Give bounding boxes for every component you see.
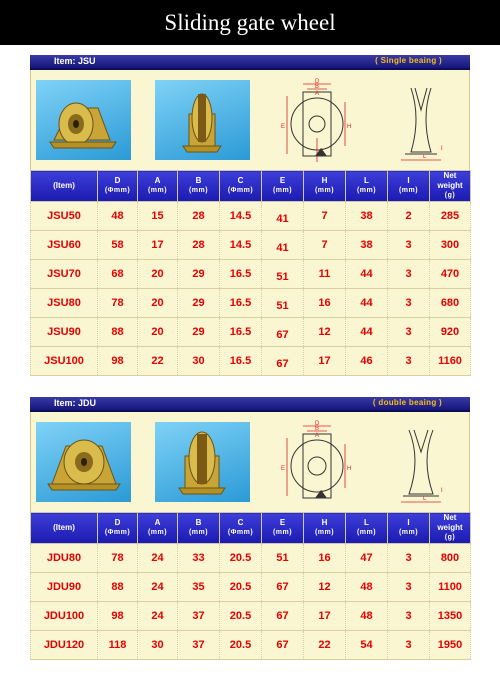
spec-value-cell: 24 xyxy=(138,602,178,631)
spec-value-cell: 1100 xyxy=(430,573,471,602)
jsu-item-bar xyxy=(30,55,470,70)
spec-value-cell: 44 xyxy=(346,318,388,347)
column-header xyxy=(138,513,178,544)
spec-value-cell: 24 xyxy=(138,573,178,602)
column-unit: (mm) xyxy=(272,529,293,536)
spec-value-cell: 78 xyxy=(98,544,138,573)
column-header xyxy=(304,171,346,202)
column-header xyxy=(98,513,138,544)
spec-value-cell: 1350 xyxy=(430,602,471,631)
table-row xyxy=(31,347,471,376)
spec-value-cell: 46 xyxy=(346,347,388,376)
svg-text:L: L xyxy=(423,496,427,502)
column-header xyxy=(178,171,220,202)
column-header xyxy=(138,171,178,202)
column-unit: (mm) xyxy=(356,187,377,194)
item-code-cell: JSU60 xyxy=(31,231,98,260)
svg-text:B: B xyxy=(315,426,320,432)
spec-value-cell: 88 xyxy=(98,318,138,347)
spec-value-cell: 800 xyxy=(430,544,471,573)
spec-value-cell: 1950 xyxy=(430,631,471,660)
wheel-drawing-front xyxy=(381,78,461,164)
svg-text:E: E xyxy=(281,466,286,472)
table-row xyxy=(31,602,471,631)
item-code-cell: JDU90 xyxy=(31,573,98,602)
spec-value-cell: 1160 xyxy=(430,347,471,376)
item-code-cell: JDU100 xyxy=(31,602,98,631)
item-label: Item: JSU xyxy=(54,56,96,66)
column-header xyxy=(220,513,262,544)
column-key: E xyxy=(279,518,286,527)
column-header xyxy=(388,513,430,544)
svg-text:D: D xyxy=(315,79,320,85)
svg-text:H: H xyxy=(347,466,352,472)
spec-value-cell: 54 xyxy=(346,631,388,660)
svg-text:L: L xyxy=(423,154,427,160)
spec-value-cell: 3 xyxy=(388,289,430,318)
spec-value-cell: 17 xyxy=(304,347,346,376)
spec-value-cell: 7 xyxy=(304,231,346,260)
column-key: L xyxy=(364,518,369,527)
table-row xyxy=(31,202,471,231)
spec-value-cell: 20 xyxy=(138,260,178,289)
column-key: H xyxy=(321,176,328,185)
item-code-cell: JSU50 xyxy=(31,202,98,231)
spec-value-cell: 14.5 xyxy=(220,231,262,260)
spec-value-cell: 3 xyxy=(388,602,430,631)
spec-value-cell: 67 xyxy=(262,573,304,602)
column-key: E xyxy=(279,176,286,185)
spec-value-cell: 2 xyxy=(388,202,430,231)
column-key: Net weight xyxy=(437,513,463,532)
svg-text:A: A xyxy=(315,91,320,97)
spec-value-cell: 17 xyxy=(304,602,346,631)
jsu-section xyxy=(30,55,470,376)
item-code-cell: JSU90 xyxy=(31,318,98,347)
spec-value-cell: 285 xyxy=(430,202,471,231)
column-key: D xyxy=(114,518,121,527)
column-key: Net weight xyxy=(437,171,463,190)
spec-value-cell: 22 xyxy=(138,347,178,376)
item-label: Item: JDU xyxy=(54,398,97,408)
spec-value-cell: 920 xyxy=(430,318,471,347)
spec-value-cell: 118 xyxy=(98,631,138,660)
wheel-photo-side xyxy=(36,80,131,160)
column-key: A xyxy=(154,518,161,527)
table-header-row xyxy=(31,513,471,544)
item-code-cell: JDU80 xyxy=(31,544,98,573)
spec-value-cell: 12 xyxy=(304,573,346,602)
column-header xyxy=(98,171,138,202)
column-unit: (mm) xyxy=(314,529,335,536)
item-code-cell: JSU80 xyxy=(31,289,98,318)
spec-value-cell: 3 xyxy=(388,318,430,347)
spec-value-cell: 16.5 xyxy=(220,289,262,318)
column-unit: (mm) xyxy=(398,529,419,536)
spec-value-cell: 41 xyxy=(262,231,304,260)
spec-value-cell: 29 xyxy=(178,318,220,347)
spec-value-cell: 33 xyxy=(178,544,220,573)
spec-value-cell: 20.5 xyxy=(220,544,262,573)
column-header xyxy=(346,171,388,202)
spec-value-cell: 20.5 xyxy=(220,602,262,631)
spec-value-cell: 11 xyxy=(304,260,346,289)
page-title: Sliding gate wheel xyxy=(0,0,500,45)
spec-value-cell: 37 xyxy=(178,602,220,631)
spec-value-cell: 35 xyxy=(178,573,220,602)
column-key: H xyxy=(321,518,328,527)
spec-value-cell: 88 xyxy=(98,573,138,602)
spec-value-cell: 3 xyxy=(388,347,430,376)
column-key: B xyxy=(195,176,202,185)
column-header xyxy=(388,171,430,202)
spec-value-cell: 51 xyxy=(262,289,304,318)
svg-text:D: D xyxy=(315,421,320,427)
spec-value-cell: 3 xyxy=(388,631,430,660)
column-unit: (mm) xyxy=(272,187,293,194)
spec-value-cell: 15 xyxy=(138,202,178,231)
column-key: B xyxy=(195,518,202,527)
spec-value-cell: 24 xyxy=(138,544,178,573)
column-unit: (mm) xyxy=(356,529,377,536)
column-key: I xyxy=(407,518,410,527)
table-row xyxy=(31,573,471,602)
column-key: I xyxy=(407,176,410,185)
column-unit: (mm) xyxy=(147,529,168,536)
svg-text:I: I xyxy=(441,488,443,494)
table-row xyxy=(31,289,471,318)
column-header xyxy=(430,513,471,544)
wheel-photo-side xyxy=(36,422,131,502)
jdu-spec-table xyxy=(30,512,471,660)
spec-value-cell: 41 xyxy=(262,202,304,231)
spec-value-cell: 47 xyxy=(346,544,388,573)
spec-value-cell: 28 xyxy=(178,231,220,260)
column-header xyxy=(220,171,262,202)
spec-value-cell: 3 xyxy=(388,573,430,602)
spec-value-cell: 470 xyxy=(430,260,471,289)
spec-value-cell: 67 xyxy=(262,602,304,631)
svg-text:A: A xyxy=(315,433,320,439)
wheel-photo-front xyxy=(155,422,250,502)
column-unit: (mm) xyxy=(147,187,168,194)
spec-value-cell: 16 xyxy=(304,544,346,573)
column-unit: (Φmm) xyxy=(227,529,254,536)
spec-value-cell: 16.5 xyxy=(220,260,262,289)
column-unit: (Φmm) xyxy=(227,187,254,194)
spec-value-cell: 28 xyxy=(178,202,220,231)
spec-value-cell: 16.5 xyxy=(220,318,262,347)
spec-value-cell: 3 xyxy=(388,544,430,573)
column-header xyxy=(31,171,98,202)
bearing-type-label: ( double beaing ) xyxy=(372,398,442,407)
product-images xyxy=(30,70,470,170)
spec-value-cell: 48 xyxy=(98,202,138,231)
column-unit: (mm) xyxy=(188,187,209,194)
wheel-photo-front xyxy=(155,80,250,160)
table-row xyxy=(31,231,471,260)
spec-value-cell: 16.5 xyxy=(220,347,262,376)
spec-value-cell: 37 xyxy=(178,631,220,660)
column-unit: (mm) xyxy=(398,187,419,194)
jsu-spec-table xyxy=(30,170,471,376)
table-row xyxy=(31,544,471,573)
spec-value-cell: 44 xyxy=(346,260,388,289)
spec-value-cell: 30 xyxy=(138,631,178,660)
column-key: (Item) xyxy=(53,181,75,190)
spec-value-cell: 58 xyxy=(98,231,138,260)
wheel-drawing-front xyxy=(381,420,461,506)
spec-value-cell: 48 xyxy=(346,602,388,631)
spec-value-cell: 67 xyxy=(262,631,304,660)
product-images xyxy=(30,412,470,512)
column-header xyxy=(304,513,346,544)
svg-text:I: I xyxy=(441,146,443,152)
spec-value-cell: 29 xyxy=(178,260,220,289)
column-key: A xyxy=(154,176,161,185)
column-unit: (Φmm) xyxy=(104,529,131,536)
svg-text:H: H xyxy=(347,124,352,130)
table-row xyxy=(31,260,471,289)
item-code-cell: JDU120 xyxy=(31,631,98,660)
item-code-cell: JSU100 xyxy=(31,347,98,376)
svg-text:E: E xyxy=(281,124,286,130)
spec-value-cell: 3 xyxy=(388,231,430,260)
column-unit: (mm) xyxy=(314,187,335,194)
spec-value-cell: 67 xyxy=(262,318,304,347)
spec-value-cell: 51 xyxy=(262,544,304,573)
column-header xyxy=(262,171,304,202)
spec-value-cell: 67 xyxy=(262,347,304,376)
spec-value-cell: 44 xyxy=(346,289,388,318)
wheel-drawing-side xyxy=(279,78,359,164)
column-key: (Item) xyxy=(53,523,75,532)
spec-value-cell: 48 xyxy=(346,573,388,602)
column-header xyxy=(346,513,388,544)
spec-value-cell: 12 xyxy=(304,318,346,347)
spec-value-cell: 22 xyxy=(304,631,346,660)
column-unit: (Φmm) xyxy=(104,187,131,194)
spec-value-cell: 29 xyxy=(178,289,220,318)
table-header-row xyxy=(31,171,471,202)
column-key: L xyxy=(364,176,369,185)
spec-value-cell: 38 xyxy=(346,202,388,231)
column-unit: (g) xyxy=(444,192,456,199)
jdu-section xyxy=(30,397,470,660)
svg-text:B: B xyxy=(315,84,320,90)
item-code-cell: JSU70 xyxy=(31,260,98,289)
spec-value-cell: 20.5 xyxy=(220,631,262,660)
column-key: D xyxy=(114,176,121,185)
column-unit: (g) xyxy=(444,534,456,541)
spec-value-cell: 17 xyxy=(138,231,178,260)
spec-value-cell: 98 xyxy=(98,602,138,631)
spec-value-cell: 14.5 xyxy=(220,202,262,231)
spec-value-cell: 300 xyxy=(430,231,471,260)
spec-value-cell: 3 xyxy=(388,260,430,289)
wheel-drawing-side xyxy=(279,420,359,506)
table-row xyxy=(31,631,471,660)
column-key: C xyxy=(237,176,244,185)
spec-value-cell: 7 xyxy=(304,202,346,231)
spec-value-cell: 51 xyxy=(262,260,304,289)
spec-value-cell: 98 xyxy=(98,347,138,376)
spec-value-cell: 20 xyxy=(138,318,178,347)
column-key: C xyxy=(237,518,244,527)
spec-value-cell: 16 xyxy=(304,289,346,318)
spec-value-cell: 680 xyxy=(430,289,471,318)
table-row xyxy=(31,318,471,347)
spec-value-cell: 38 xyxy=(346,231,388,260)
spec-value-cell: 20.5 xyxy=(220,573,262,602)
bearing-type-label: ( Single beaing ) xyxy=(375,56,442,65)
column-unit: (mm) xyxy=(188,529,209,536)
spec-value-cell: 78 xyxy=(98,289,138,318)
column-header xyxy=(262,513,304,544)
spec-value-cell: 68 xyxy=(98,260,138,289)
spec-value-cell: 20 xyxy=(138,289,178,318)
jdu-item-bar xyxy=(30,397,470,412)
column-header xyxy=(430,171,471,202)
spec-value-cell: 30 xyxy=(178,347,220,376)
column-header xyxy=(31,513,98,544)
column-header xyxy=(178,513,220,544)
